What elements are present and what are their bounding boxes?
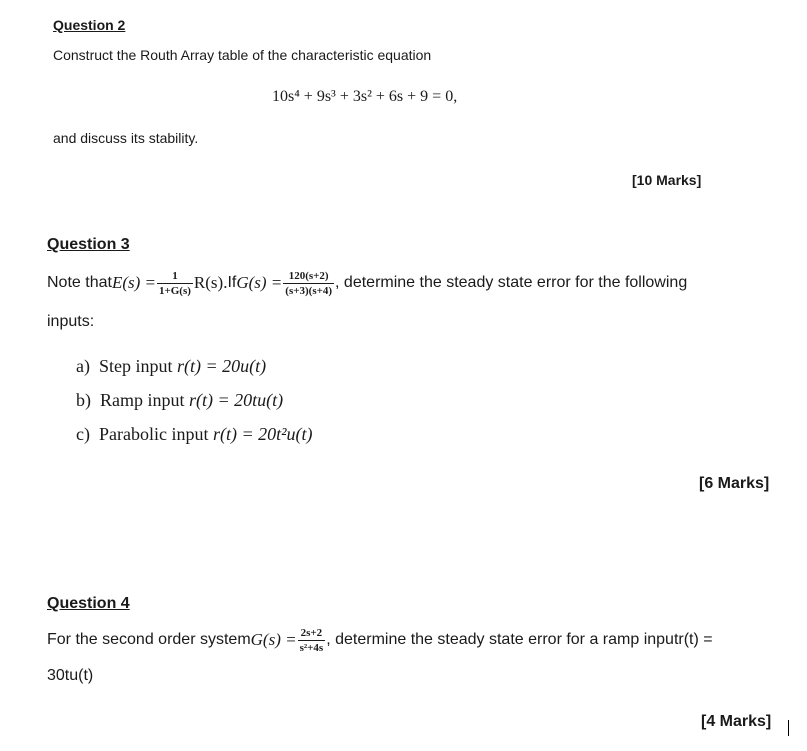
q3-item-a-text: Step input xyxy=(98,356,177,376)
q4-G-lhs: G(s) = xyxy=(250,630,297,649)
q4-heading: Question 4 xyxy=(47,595,130,612)
q3-G-fraction xyxy=(283,270,334,297)
q3-E-numerator: 1 xyxy=(157,270,193,284)
q2-marks: [10 Marks] xyxy=(632,172,702,188)
q3-item-c-text: Parabolic input xyxy=(98,424,213,444)
q3-E-fraction xyxy=(157,270,193,297)
q3-G-numerator: 120(s+2) xyxy=(283,270,334,284)
q2-heading: Question 2 xyxy=(53,17,126,33)
q4-text-1: For the second order system xyxy=(47,631,251,648)
q3-text-1: Note that xyxy=(47,274,112,291)
q3-G-denominator: (s+3)(s+4) xyxy=(285,284,333,297)
q3-statement xyxy=(47,265,687,301)
q4-marks: [4 Marks] xyxy=(701,713,772,730)
q4-text-2: , determine the steady state error for a ramp input xyxy=(326,631,679,648)
q4-G-denominator: s²+4s xyxy=(299,641,324,654)
q3-text-3: , determine the steady state error for the following xyxy=(335,274,688,291)
q4-G-fraction xyxy=(298,627,326,654)
q3-item-c-label: c) xyxy=(76,424,90,444)
q4-G-numerator: 2s+2 xyxy=(298,627,326,641)
q3-inputs-label: inputs: xyxy=(47,313,95,330)
q3-item-b-expr: r(t) = 20tu(t) xyxy=(189,390,284,410)
q3-E-rhs: R(s). xyxy=(193,273,228,292)
q3-item-c-expr: r(t) = 20t²u(t) xyxy=(212,424,313,444)
q3-text-2: If xyxy=(227,274,237,291)
q3-G-lhs: G(s) = xyxy=(236,273,283,292)
q3-item-a xyxy=(76,356,266,377)
q3-E-denominator: 1+G(s) xyxy=(158,284,191,297)
q3-item-a-label: a) xyxy=(76,356,90,376)
q3-heading: Question 3 xyxy=(47,236,130,253)
q2-equation: 10s⁴ + 9s³ + 3s² + 6s + 9 = 0, xyxy=(272,88,458,105)
q3-item-c xyxy=(76,424,313,445)
text-cursor xyxy=(788,720,789,736)
q3-item-b-text: Ramp input xyxy=(100,390,189,410)
q3-item-b-label: b) xyxy=(76,390,91,410)
q3-E-lhs: E(s) = xyxy=(111,273,156,292)
q2-intro: Construct the Routh Array table of the characteristic equation xyxy=(53,47,432,63)
q4-statement xyxy=(47,622,713,658)
q4-continuation: 30tu(t) xyxy=(47,667,94,684)
q3-marks: [6 Marks] xyxy=(699,475,770,492)
q3-item-a-expr: r(t) = 20u(t) xyxy=(177,356,267,376)
q3-item-b xyxy=(76,390,283,411)
q4-r-expr: r(t) = xyxy=(678,631,713,648)
q2-outro: and discuss its stability. xyxy=(53,130,199,146)
